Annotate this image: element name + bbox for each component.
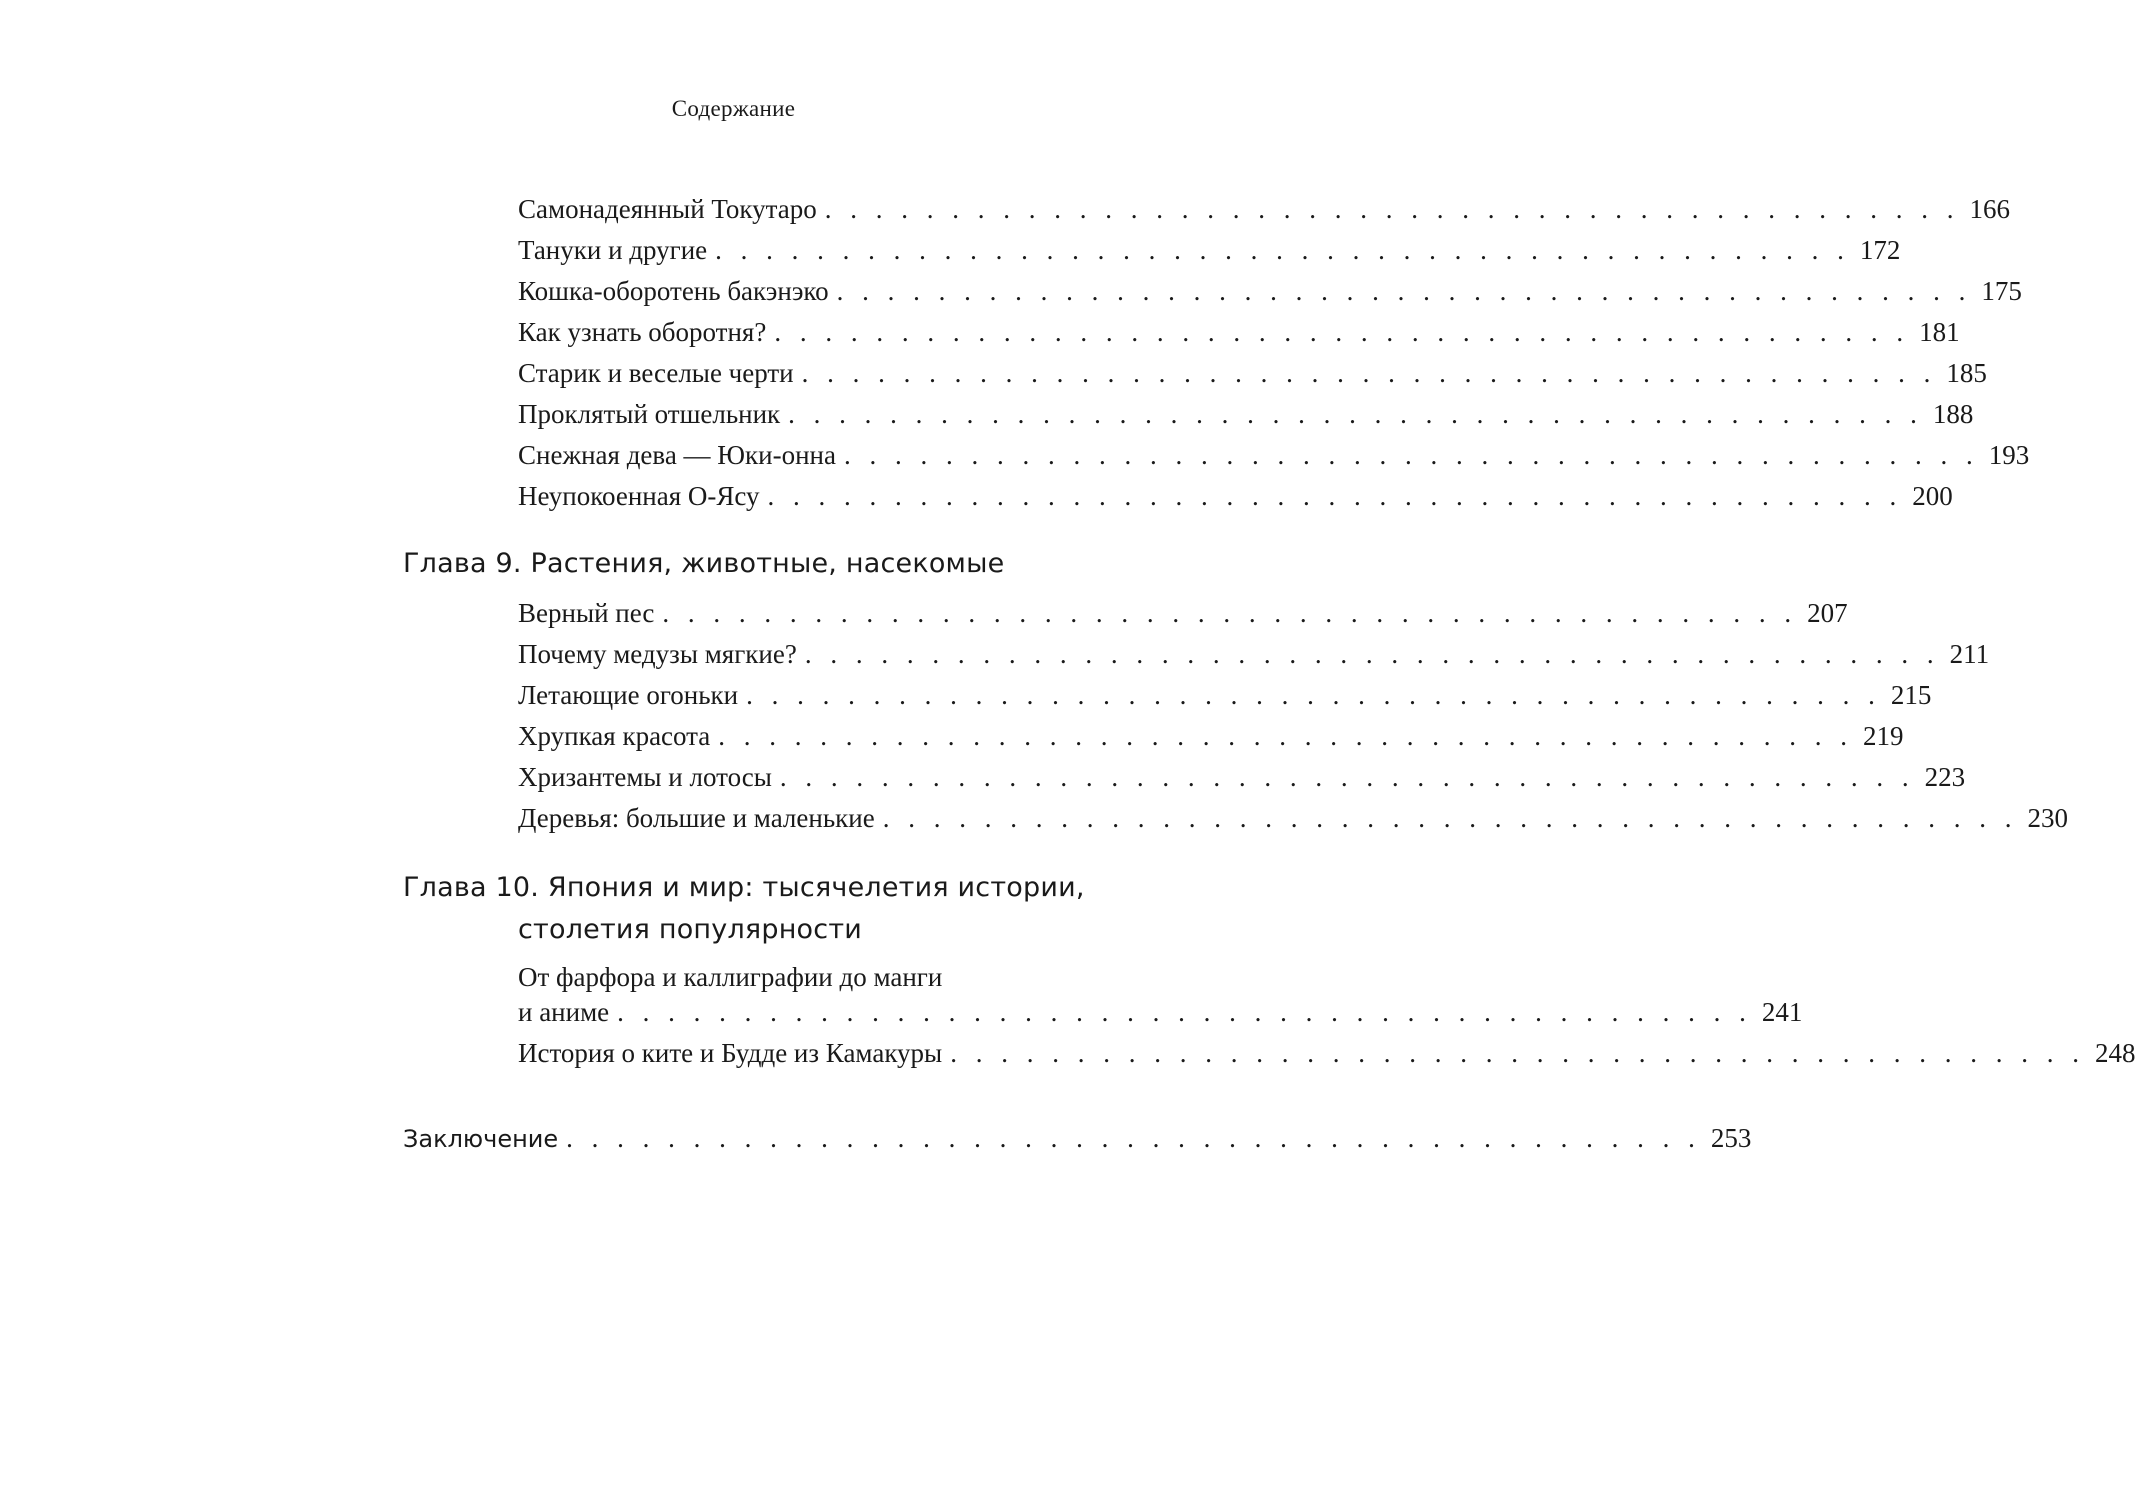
toc-entry[interactable] — [518, 356, 1987, 390]
toc-entry-title: Снежная дева — Юки-онна — [518, 440, 836, 470]
dot-leader: . . . . . . . . . . . . . . . . . . . . . . . . . . . . . . . . . . . . . . . . . . . . . — [715, 235, 1850, 265]
toc-entry-title: Как узнать оборотня? — [518, 317, 767, 347]
toc-entry-title: Почему медузы мягкие? — [518, 639, 797, 669]
toc-entry-page: 219 — [1863, 721, 1904, 751]
toc-entry[interactable] — [518, 760, 1966, 794]
toc-entry[interactable] — [518, 438, 2030, 472]
toc-entry-title: Деревья: большие и маленькие — [518, 803, 875, 833]
dot-leader: . . . . . . . . . . . . . . . . . . . . . . . . . . . . . . . . . . . . . . . . . . . . . — [844, 440, 1979, 470]
toc-entry-title: Заключение — [403, 1125, 559, 1153]
chapter-title-continuation: столетия популярности — [518, 914, 862, 945]
toc-entry[interactable] — [518, 397, 1974, 431]
dot-leader: . . . . . . . . . . . . . . . . . . . . . . . . . . . . . . . . . . . . . . . . . . . . . — [824, 194, 1960, 224]
dot-leader: . . . . . . . . . . . . . . . . . . . . . . . . . . . . . . . . . . . . . . . . . . . . . — [767, 481, 1903, 511]
chapter-heading-10[interactable] — [403, 867, 1085, 909]
toc-entry[interactable] — [518, 801, 2068, 835]
toc-entry[interactable] — [518, 995, 1803, 1029]
toc-entry-title: Верный пес — [518, 598, 655, 628]
dot-leader: . . . . . . . . . . . . . . . . . . . . . . . . . . . . . . . . . . . . . . . . . . . . . — [718, 721, 1854, 751]
chapter-title: Растения, животные, насекомые — [530, 548, 1005, 579]
dot-leader: . . . . . . . . . . . . . . . . . . . . . . . . . . . . . . . . . . . . . . . . . . . . . — [779, 762, 1915, 792]
toc-entry[interactable] — [518, 479, 1953, 513]
toc-entry[interactable] — [518, 596, 1848, 630]
dot-leader: . . . . . . . . . . . . . . . . . . . . . . . . . . . . . . . . . . . . . . . . . . . . . — [801, 358, 1937, 388]
toc-entry-page: 230 — [2027, 803, 2068, 833]
chapter-heading-9[interactable] — [403, 543, 1004, 585]
running-head: Содержание — [671, 96, 796, 121]
toc-entry[interactable] — [518, 192, 2010, 226]
toc-entry-page: 241 — [1761, 997, 1803, 1027]
toc-entry-page: 172 — [1859, 235, 1901, 265]
toc-entry-title: и аниме — [518, 997, 610, 1027]
toc-entry-page: 175 — [1981, 276, 2022, 306]
chapter-label: Глава 9. — [403, 548, 522, 579]
toc-entry-title: Старик и веселые черти — [518, 358, 794, 388]
toc-entry-page: 181 — [1919, 317, 1960, 347]
toc-entry-page: 188 — [1932, 399, 1974, 429]
dot-leader: . . . . . . . . . . . . . . . . . . . . . . . . . . . . . . . . . . . . . . . . . . . . . — [774, 317, 1910, 347]
dot-leader: . . . . . . . . . . . . . . . . . . . . . . . . . . . . . . . . . . . . . . . . . . . . . — [788, 399, 1923, 429]
toc-entry-conclusion[interactable] — [403, 1121, 1752, 1156]
dot-leader: . . . . . . . . . . . . . . . . . . . . . . . . . . . . . . . . . . . . . . . . . . . . . — [950, 1038, 2085, 1068]
toc-entry-title: История о ките и Будде из Камакуры — [518, 1038, 943, 1068]
dot-leader: . . . . . . . . . . . . . . . . . . . . . . . . . . . . . . . . . . . . . . . . . . . . . — [662, 598, 1798, 628]
toc-entry[interactable] — [518, 274, 2022, 308]
toc-entry[interactable] — [518, 315, 1960, 349]
chapter-label: Глава 10. — [403, 872, 540, 903]
dot-leader: . . . . . . . . . . . . . . . . . . . . . . . . . . . . . . . . . . . . . . . . . . . . . — [746, 680, 1881, 710]
toc-entry-title: Тануки и другие — [518, 235, 708, 265]
dot-leader: . . . . . . . . . . . . . . . . . . . . . . . . . . . . . . . . . . . . . . . . . . . . . — [882, 803, 2018, 833]
toc-entry[interactable] — [518, 1036, 2135, 1070]
toc-entry-page: 223 — [1924, 762, 1966, 792]
toc-entry-title-line1[interactable]: От фарфора и каллиграфии до манги — [518, 962, 943, 992]
toc-entry-page: 207 — [1807, 598, 1848, 628]
toc-entry[interactable] — [518, 637, 1990, 671]
toc-entry-title: Проклятый отшельник — [518, 399, 781, 429]
toc-entry-page: 193 — [1988, 440, 2030, 470]
toc-entry-title: Неупокоенная О-Ясу — [518, 481, 760, 511]
toc-entry-page: 215 — [1890, 680, 1932, 710]
toc-entry-page: 200 — [1912, 481, 1953, 511]
toc-entry-title: Кошка-оборотень бакэнэко — [518, 276, 829, 306]
toc-entry-page: 185 — [1946, 358, 1987, 388]
toc-entry-page: 253 — [1710, 1123, 1752, 1153]
toc-entry-page: 211 — [1949, 639, 1990, 669]
dot-leader: . . . . . . . . . . . . . . . . . . . . . . . . . . . . . . . . . . . . . . . . . . . . . — [566, 1123, 1701, 1153]
toc-entry-title: Самонадеянный Токутаро — [518, 194, 817, 224]
dot-leader: . . . . . . . . . . . . . . . . . . . . . . . . . . . . . . . . . . . . . . . . . . . . . — [836, 276, 1972, 306]
toc-entry[interactable] — [518, 233, 1901, 267]
dot-leader: . . . . . . . . . . . . . . . . . . . . . . . . . . . . . . . . . . . . . . . . . . . . . — [617, 997, 1752, 1027]
toc-entry-title: Летающие огоньки — [518, 680, 739, 710]
chapter-title: Япония и мир: тысячелетия истории, — [547, 872, 1085, 903]
toc-entry-page: 166 — [1969, 194, 2010, 224]
toc-entry-title: Хризантемы и лотосы — [518, 762, 772, 792]
toc-entry-page: 248 — [2094, 1038, 2135, 1068]
toc-entry[interactable] — [518, 719, 1904, 753]
dot-leader: . . . . . . . . . . . . . . . . . . . . . . . . . . . . . . . . . . . . . . . . . . . . . — [804, 639, 1940, 669]
toc-entry-title: Хрупкая красота — [518, 721, 711, 751]
toc-entry[interactable] — [518, 678, 1932, 712]
